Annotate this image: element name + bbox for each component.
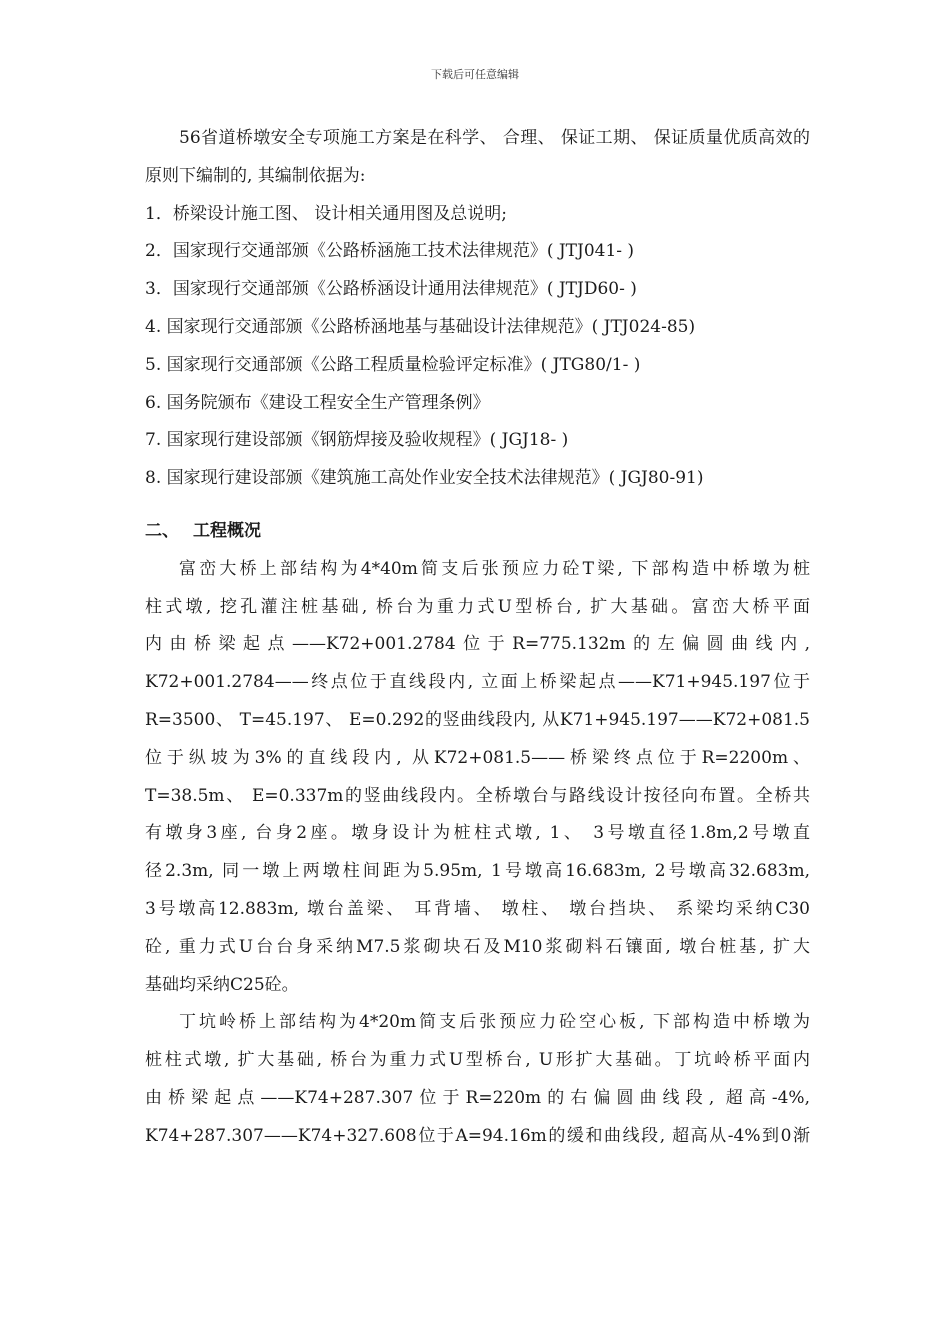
fuxi-bridge-paragraph [145, 551, 810, 1005]
list-item: 3．国家现行交通部颁《公路桥涵设计通用法律规范》( JTJD60- ) [145, 279, 637, 300]
basis-list [145, 196, 810, 498]
paragraph-line: K74+287.307——K74+327.608位于A=94.16m的缓和曲线段, 超高从-4%到0渐 [145, 1125, 810, 1146]
intro-paragraph: 56省道桥墩安全专项施工方案是在科学、 合理、 保证工期、 保证质量优质高效的原则下编制的, 其编制依据为: [145, 128, 810, 186]
paragraph-line: 3号墩高12.883m, 墩台盖梁、 耳背墙、 墩柱、 墩台挡块、 系梁均采纳C30 [145, 898, 810, 919]
document-body [145, 120, 810, 1156]
paragraph-line: 有墩身3座, 台身2座。墩身设计为桩柱式墩, 1、 3号墩直径1.8m,2号墩直 [145, 823, 810, 844]
paragraph-line: 砼, 重力式U台台身采纳M7.5浆砌块石及M10浆砌料石镶面, 墩台桩基, 扩大 [145, 936, 810, 957]
paragraph-line: R=3500、 T=45.197、 E=0.292的竖曲线段内, 从K71+945.197——K72+081.5 [145, 709, 810, 730]
paragraph-line: K72+001.2784——终点位于直线段内, 立面上桥梁起点——K71+945.197位于 [145, 672, 810, 693]
dingkeng-bridge-paragraph [145, 1004, 810, 1155]
paragraph-line: T=38.5m、 E=0.337m的竖曲线段内。全桥墩台与路线设计按径向布置。全桥共 [145, 785, 810, 806]
list-item: 2．国家现行交通部颁《公路桥涵施工技术法律规范》( JTJ041- ) [145, 241, 635, 262]
section-title: 工程概况 [193, 520, 261, 541]
list-item: 4. 国家现行交通部颁《公路桥涵地基与基础设计法律规范》( JTJ024-85) [145, 316, 696, 337]
paragraph-line: 柱式墩, 挖孔灌注桩基础, 桥台为重力式U型桥台, 扩大基础。富峦大桥平面 [145, 596, 810, 617]
paragraph-line: 由桥梁起点——K74+287.307位于R=220m的右偏圆曲线段, 超高-4%, [145, 1087, 810, 1108]
section-heading [145, 513, 810, 551]
paragraph-line: 位于纵坡为3%的直线段内, 从K72+081.5——桥梁终点位于R=2200m、 [145, 747, 810, 768]
list-item: 5. 国家现行交通部颁《公路工程质量检验评定标准》( JTG80/1- ) [145, 354, 641, 375]
paragraph-line: 富峦大桥上部结构为4*40m简支后张预应力砼T梁, 下部构造中桥墩为桩 [179, 558, 810, 579]
list-item: 7. 国家现行建设部颁《钢筋焊接及验收规程》( JGJ18- ) [145, 430, 569, 451]
paragraph-line: 内由桥梁起点——K72+001.2784位于R=775.132m的左偏圆曲线内, [145, 634, 810, 655]
list-item: 6. 国务院颁布《建设工程安全生产管理条例》 [145, 392, 490, 413]
paragraph-line: 桩柱式墩, 扩大基础, 桥台为重力式U型桥台, U形扩大基础。丁坑岭桥平面内 [145, 1050, 810, 1071]
list-item: 1．桥梁设计施工图、 设计相关通用图及总说明; [145, 203, 507, 224]
header-note: 下载后可任意编辑 [431, 68, 519, 81]
paragraph-line: 丁坑岭桥上部结构为4*20m简支后张预应力砼空心板, 下部构造中桥墩为 [179, 1012, 810, 1033]
paragraph-line: 基础均采纳C25砼。 [145, 974, 299, 995]
list-item: 8. 国家现行建设部颁《建筑施工高处作业安全技术法律规范》( JGJ80-91) [145, 468, 704, 489]
paragraph-line: 径2.3m, 同一墩上两墩柱间距为5.95m, 1号墩高16.683m, 2号墩高32.683m, [145, 861, 810, 882]
section-number: 二、 [145, 520, 179, 541]
